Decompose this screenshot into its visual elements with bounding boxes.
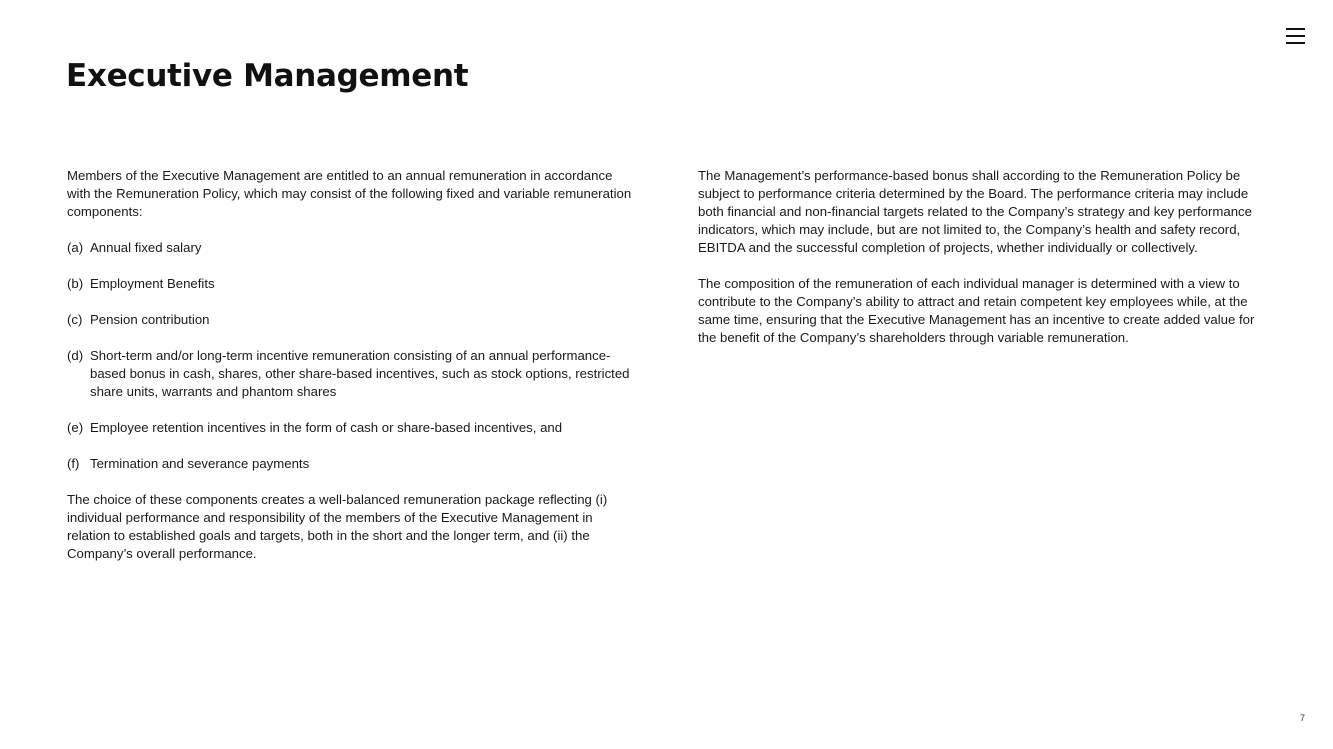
list-marker: (c) xyxy=(67,312,83,327)
page-title: Executive Management xyxy=(66,58,469,94)
right-column xyxy=(698,167,1270,365)
list-item xyxy=(67,311,637,329)
list-item-text: Annual fixed salary xyxy=(90,240,202,255)
list-item xyxy=(67,455,637,473)
list-item xyxy=(67,239,637,257)
list-item-text: Employment Benefits xyxy=(90,276,215,291)
list-item-text: Pension contribution xyxy=(90,312,210,327)
remuneration-components-list xyxy=(67,239,637,473)
list-item-text: Short-term and/or long-term incentive remuneration consisting of an annual performance-based bonus in cash, shares, other share-based incentives, such as stock options, restricted share units, warrants and phantom shares xyxy=(90,348,630,399)
list-item xyxy=(67,275,637,293)
list-marker: (b) xyxy=(67,276,84,291)
list-marker: (f) xyxy=(67,456,80,471)
hamburger-menu-icon[interactable] xyxy=(1286,27,1306,45)
list-marker: (e) xyxy=(67,420,84,435)
composition-paragraph: The composition of the remuneration of each individual manager is determined with a view to contribute to the Company’s ability to attract and retain competent key employees while, at the same time, ensuring that the Executive Management has an incentive to create added value for the benefit of the Company’s shareholders through variable remuneration. xyxy=(698,276,1255,345)
list-item xyxy=(67,419,637,437)
closing-paragraph: The choice of these components creates a well-balanced remuneration package reflecting (i) individual performance and responsibility of the members of the Executive Management in relation to established goals and targets, both in the short and the longer term, and (ii) the Company’s overall performance. xyxy=(67,492,608,561)
intro-paragraph: Members of the Executive Management are entitled to an annual remuneration in accordance with the Remuneration Policy, which may consist of the following fixed and variable remuneration components: xyxy=(67,168,632,219)
list-item xyxy=(67,347,637,401)
page-number: 7 xyxy=(1300,713,1306,723)
left-column xyxy=(67,167,637,581)
bonus-criteria-paragraph: The Management’s performance-based bonus shall according to the Remuneration Policy be subject to performance criteria determined by the Board. The performance criteria may include both financial and non-financial targets related to the Company’s strategy and key performance indicators, which may include, but are not limited to, the Company’s health and safety record, EBITDA and the successful completion of projects, whether individually or collectively. xyxy=(698,168,1252,255)
list-marker: (d) xyxy=(67,348,84,363)
list-marker: (a) xyxy=(67,240,84,255)
list-item-text: Employee retention incentives in the form of cash or share-based incentives, and xyxy=(90,420,563,435)
list-item-text: Termination and severance payments xyxy=(90,456,310,471)
